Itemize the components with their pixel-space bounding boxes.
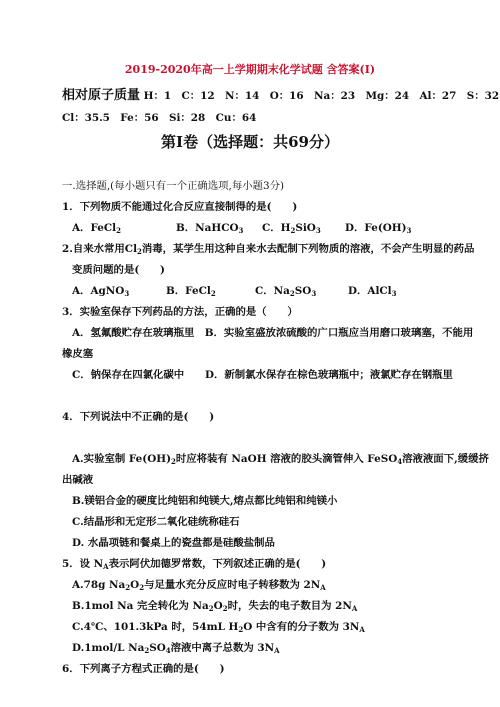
question-4-option-b: B.镁铝合金的硬度比纯铝和纯镁大,熔点都比纯铝和纯镁小 (72, 495, 338, 507)
question-3-options-ab-line-2: 橡皮塞 (62, 348, 94, 360)
document-title: 2019-2020年高一上学期期末化学试题 含答案(I) (124, 63, 376, 76)
atomic-mass-label: 相对原子质量 (62, 88, 141, 103)
section-title: 第Ⅰ卷（选择题：共69分） (161, 133, 339, 151)
question-5-stem: 5．设 $N_A$表示阿伏加德罗常数，下列叙述正确的是( ) (62, 558, 327, 571)
question-1-stem: 1．下列物质不能通过化合反应直接制得的是( ) (62, 201, 298, 213)
question-2-stem-line-2: 变质问题的是( ) (72, 264, 165, 276)
question-4-stem: 4．下列说法中不正确的是( ) (62, 411, 215, 423)
question-2-stem: 2.自来水常用$Cl_2$消毒，某学生用这种自来水去配制下列物质的溶液，不会产生明显的药品 (62, 243, 475, 256)
question-4-option-c: C.结晶形和无定形二氧化硅统称硅石 (72, 516, 240, 528)
question-4-option-d: D. 水晶项链和餐桌上的瓷盘都是硅酸盐制品 (72, 537, 275, 549)
question-5-option-d: D.1mol/L $Na_2SO_4$溶液中离子总数为 $3N_A$ (72, 642, 280, 655)
atomic-mass-values-1: H：1 C：12 N：14 O：16 Na：23 Mg：24 Al：27 S：32 (143, 90, 500, 102)
question-3-options-ab: A．氢氟酸贮存在玻璃瓶里 B．实验室盛放浓硫酸的广口瓶应当用磨口玻璃塞，不能用 (72, 327, 474, 339)
question-2-option-b: B．FeCl$_2$ (166, 285, 216, 298)
question-5-option-a: A.78g $Na_2O_2$与足量水充分反应时电子转移数为 $2N_A$ (72, 579, 326, 592)
question-2-option-a: A．AgNO$_3$ (72, 285, 130, 298)
question-3-options-cd: C．钠保存在四氯化碳中 D．新制氯水保存在棕色玻璃瓶中；液氯贮存在钢瓶里 (72, 369, 453, 381)
question-1-option-b: B．NaHCO$_3$ (176, 222, 244, 235)
question-4-option-a-line-2: 出碱液 (62, 474, 94, 486)
question-2-option-d: D．AlCl$_3$ (348, 285, 397, 298)
atomic-mass-line-1 (62, 89, 499, 103)
question-1-option-d: D．$Fe(OH)_3$ (345, 222, 412, 235)
question-4-option-a: A.实验室制 $Fe(OH)_2$时应将装有 NaOH 溶液的胶头滴管伸入 FeSO$_4$溶液液面下,缓缓挤 (72, 453, 489, 466)
question-1-option-a: A．FeCl$_2$ (72, 222, 121, 235)
question-5-option-b: B.1mol Na 完全转化为 $Na_2O_2$时，失去的电子数目为 $2N_A$ (72, 600, 358, 613)
question-2-option-c: C．$Na_2SO_3$ (255, 285, 317, 298)
atomic-mass-line-2: Cl：35.5 Fe：56 Si：28 Cu：64 (62, 112, 257, 124)
question-3-stem: 3．实验室保存下列药品的方法，正确的是（ ） (62, 306, 298, 318)
question-5-option-c: C.4℃、101.3kPa 时，54mL $H_2O$ 中含有的分子数为 $3N_A$ (72, 621, 365, 634)
question-6-stem: 6．下列离子方程式正确的是( ) (62, 663, 225, 675)
instructions: 一.选择题,(每小题只有一个正确选项,每小题3分) (62, 180, 285, 192)
question-1-option-c: C．$H_2SiO_3$ (262, 222, 321, 235)
